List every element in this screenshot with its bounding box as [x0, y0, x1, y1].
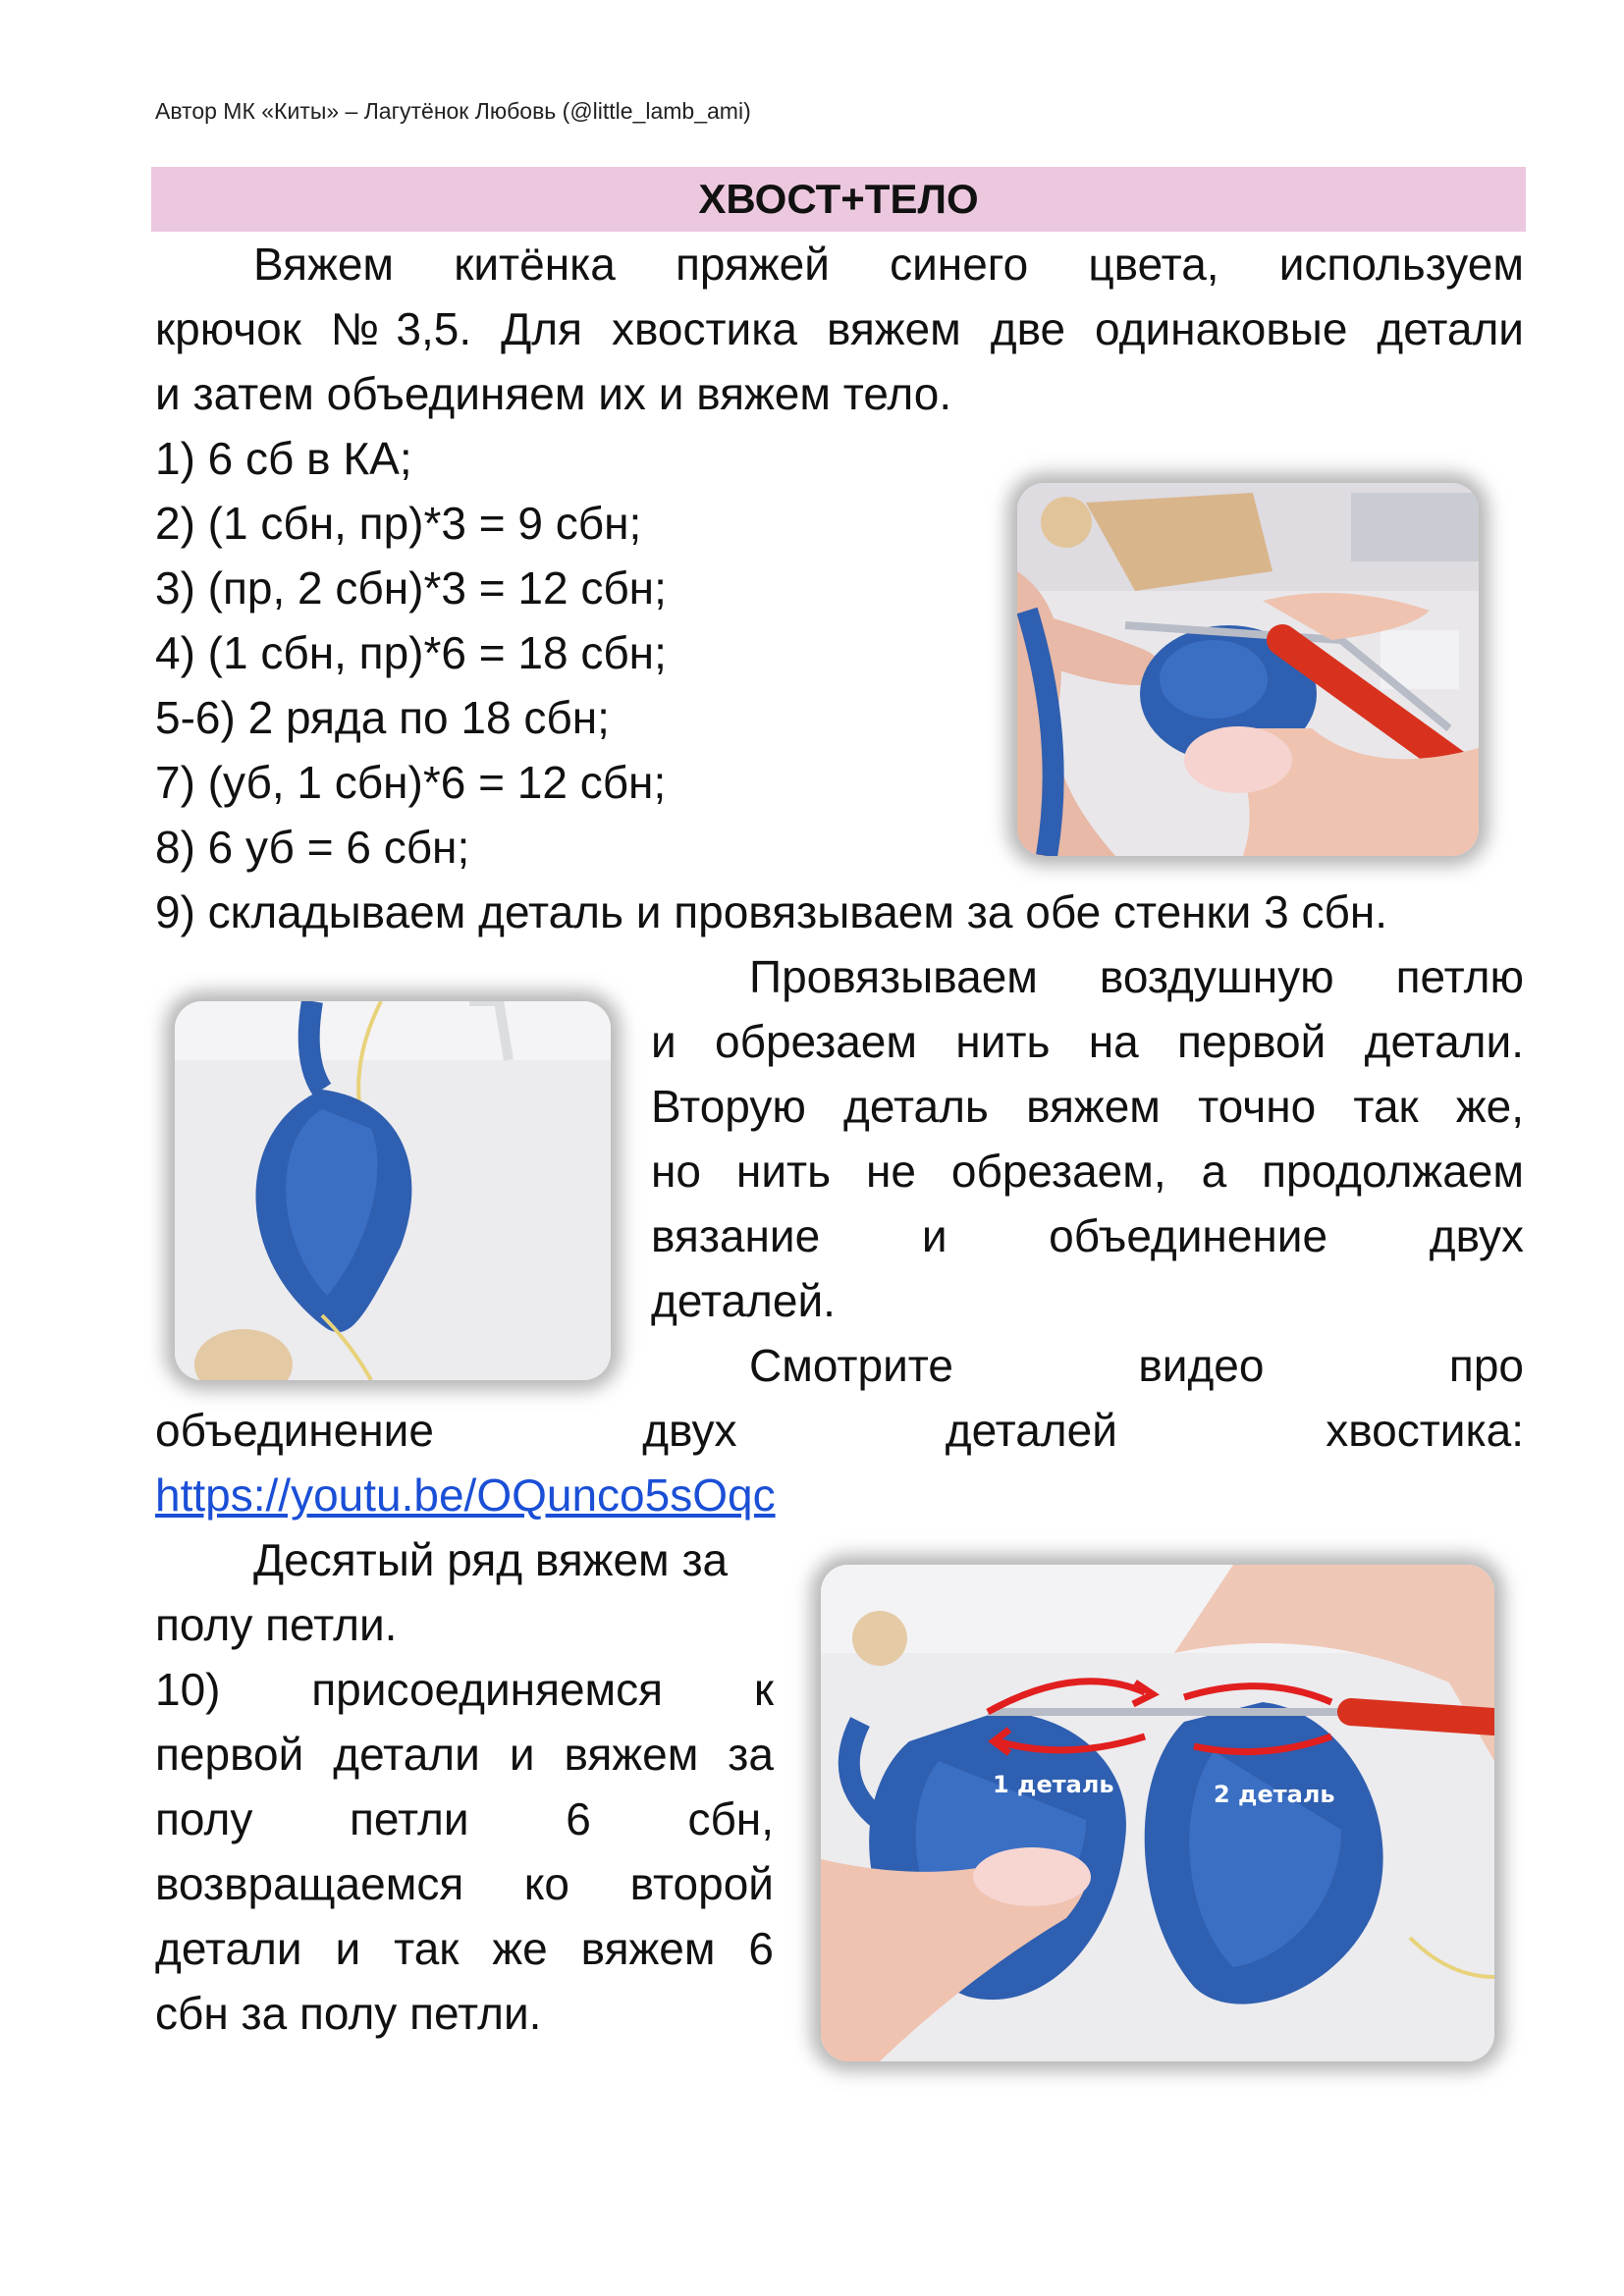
row10-line-6: возвращаемся ко второй: [155, 1858, 774, 1909]
row10-line-3: 10) присоединяемся к: [155, 1664, 774, 1715]
section-title-bar: [151, 167, 1526, 232]
label-part-1: 1 деталь: [993, 1771, 1114, 1798]
intro-line-1: Вяжем китёнка пряжей синего цвета, используем: [253, 239, 1524, 290]
row10-line-5: полу петли 6 сбн,: [155, 1793, 774, 1844]
row-2: 2) (1 сбн, пр)*3 = 9 сбн;: [155, 498, 642, 549]
row10-line-1: Десятый ряд вяжем за: [253, 1534, 729, 1585]
row-1: 1) 6 сб в КА;: [155, 433, 412, 484]
photo-tail-part: [175, 1001, 611, 1380]
row10-line-8: сбн за полу петли.: [155, 1988, 542, 2039]
intro-line-2: крючок №3,5. Для хвостика вяжем две одинаковые детали: [155, 303, 1524, 354]
photo-crochet-start: [1017, 483, 1479, 856]
join-line-4: но нить не обрезаем, а продолжаем: [651, 1146, 1524, 1197]
photo-joining-parts: [821, 1565, 1494, 2061]
row-5-6: 5-6) 2 ряда по 18 сбн;: [155, 692, 610, 743]
label-part-2: 2 деталь: [1214, 1781, 1335, 1808]
video-link[interactable]: https://youtu.be/OQunco5sOqc: [155, 1469, 776, 1521]
row-7: 7) (уб, 1 сбн)*6 = 12 сбн;: [155, 757, 667, 808]
row10-line-2: полу петли.: [155, 1599, 398, 1650]
join-line-6: деталей.: [651, 1275, 836, 1326]
video-line-1: Смотрите видео про: [749, 1340, 1524, 1391]
join-line-1: Провязываем воздушную петлю: [749, 951, 1524, 1002]
row-8: 8) 6 уб = 6 сбн;: [155, 822, 470, 873]
join-line-5: вязание и объединение двух: [651, 1210, 1524, 1261]
row-4: 4) (1 сбн, пр)*6 = 18 сбн;: [155, 627, 667, 678]
row-9: 9) складываем деталь и провязываем за обе стенки 3 сбн.: [155, 886, 1388, 937]
video-line-2: объединение двух деталей хвостика:: [155, 1405, 1524, 1456]
row10-line-4: первой детали и вяжем за: [155, 1729, 774, 1780]
intro-line-3: и затем объединяем их и вяжем тело.: [155, 368, 952, 419]
join-line-3: Вторую деталь вяжем точно так же,: [651, 1081, 1524, 1132]
author-credit: Автор МК «Киты» – Лагутёнок Любовь (@little_lamb_ami): [155, 98, 751, 124]
section-title: ХВОСТ+ТЕЛО: [698, 176, 979, 222]
row10-line-7: детали и так же вяжем 6: [155, 1923, 774, 1974]
row-3: 3) (пр, 2 сбн)*3 = 12 сбн;: [155, 562, 667, 614]
join-line-2: и обрезаем нить на первой детали.: [651, 1016, 1524, 1067]
